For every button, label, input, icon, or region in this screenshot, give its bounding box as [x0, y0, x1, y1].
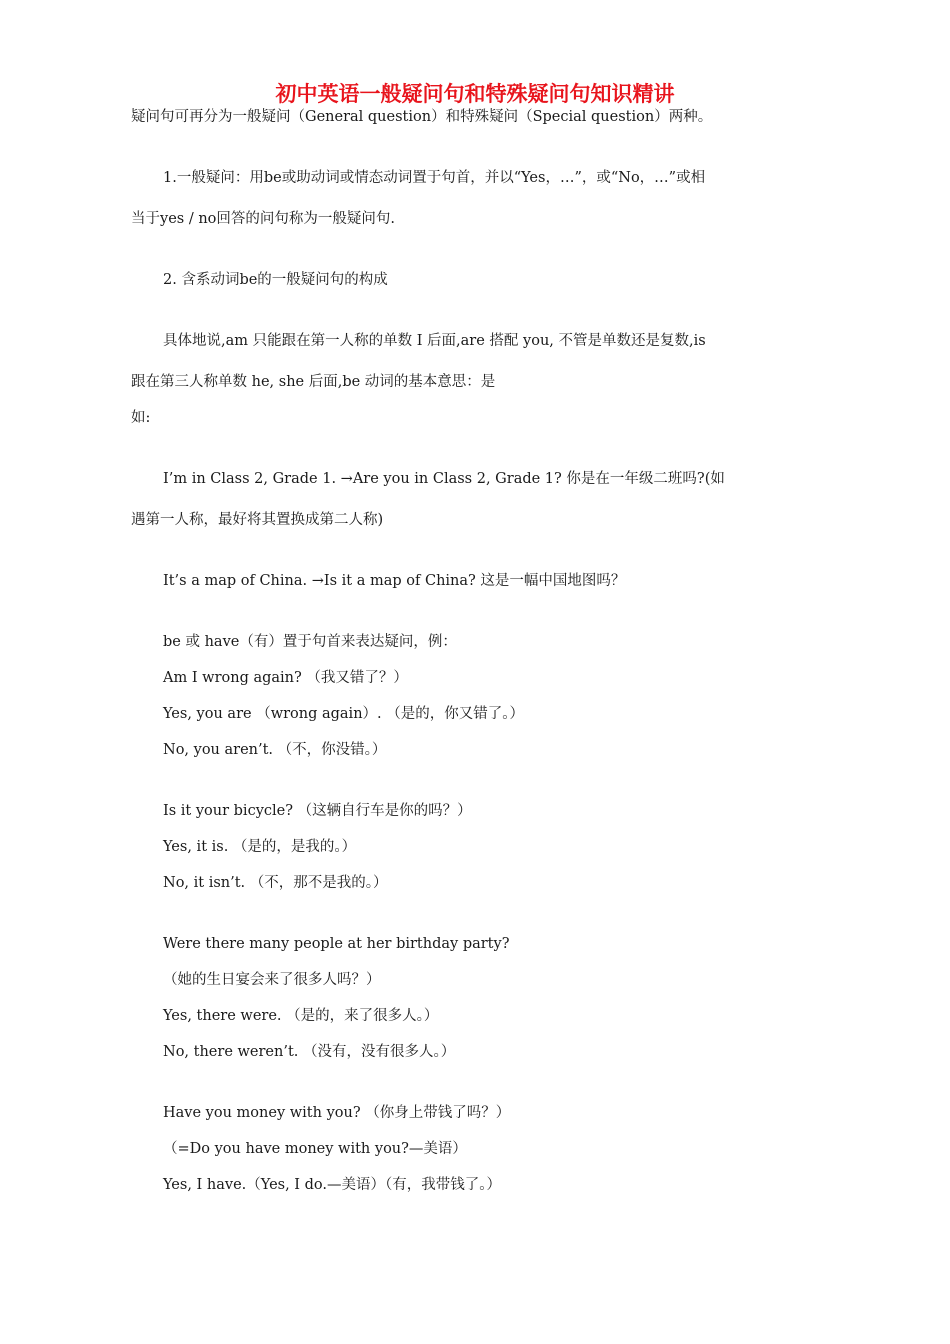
dialog-2-yes: Yes, it is. （是的，是我的。） — [163, 839, 357, 855]
point-1-line-2: 当于yes / no回答的问句称为一般疑问句. — [131, 211, 395, 227]
explanation-line-2: 跟在第三人称单数 he, she 后面,be 动词的基本意思：是 — [131, 374, 496, 390]
dialog-4-question: Have you money with you? （你身上带钱了吗？） — [163, 1105, 511, 1121]
example-intro: 如: — [131, 410, 151, 426]
dialog-2-question: Is it your bicycle? （这辆自行车是你的吗？） — [163, 803, 472, 819]
dialog-3-translation: （她的生日宴会来了很多人吗？） — [163, 972, 381, 988]
example-2: It’s a map of China. →Is it a map of China? 这是一幅中国地图吗？ — [163, 573, 626, 589]
intro-paragraph: 疑问句可再分为一般疑问（General question）和特殊疑问（Special question）两种。 — [131, 109, 713, 125]
point-1-line-1: 1.一般疑问：用be或助动词或情态动词置于句首，并以“Yes，…”，或“No，…”或相 — [163, 170, 706, 186]
dialog-1-yes: Yes, you are （wrong again）. （是的，你又错了。） — [163, 706, 525, 722]
dialog-2-no: No, it isn’t. （不，那不是我的。） — [163, 875, 388, 891]
be-have-heading: be 或 have（有）置于句首来表达疑问，例： — [163, 634, 457, 650]
document-title: 初中英语一般疑问句和特殊疑问句知识精讲 — [275, 82, 675, 106]
dialog-1-no: No, you aren’t. （不，你没错。） — [163, 742, 387, 758]
dialog-3-no: No, there weren’t. （没有，没有很多人。） — [163, 1044, 456, 1060]
example-1-line-1: I’m in Class 2, Grade 1. →Are you in Class 2, Grade 1? 你是在一年级二班吗?(如 — [163, 471, 725, 487]
example-1-line-2: 遇第一人称，最好将其置换成第二人称) — [131, 512, 384, 528]
dialog-4-yes: Yes, I have.（Yes, I do.—美语）（有，我带钱了。） — [163, 1177, 502, 1193]
dialog-3-question: Were there many people at her birthday party? — [163, 936, 510, 952]
dialog-3-yes: Yes, there were. （是的，来了很多人。） — [163, 1008, 439, 1024]
dialog-1-question: Am I wrong again? （我又错了？） — [163, 670, 408, 686]
dialog-4-american: （=Do you have money with you?—美语） — [163, 1141, 467, 1157]
explanation-line-1: 具体地说,am 只能跟在第一人称的单数 I 后面,are 搭配 you, 不管是单数还是复数,is — [163, 333, 706, 349]
point-2-heading: 2. 含系动词be的一般疑问句的构成 — [163, 272, 388, 288]
